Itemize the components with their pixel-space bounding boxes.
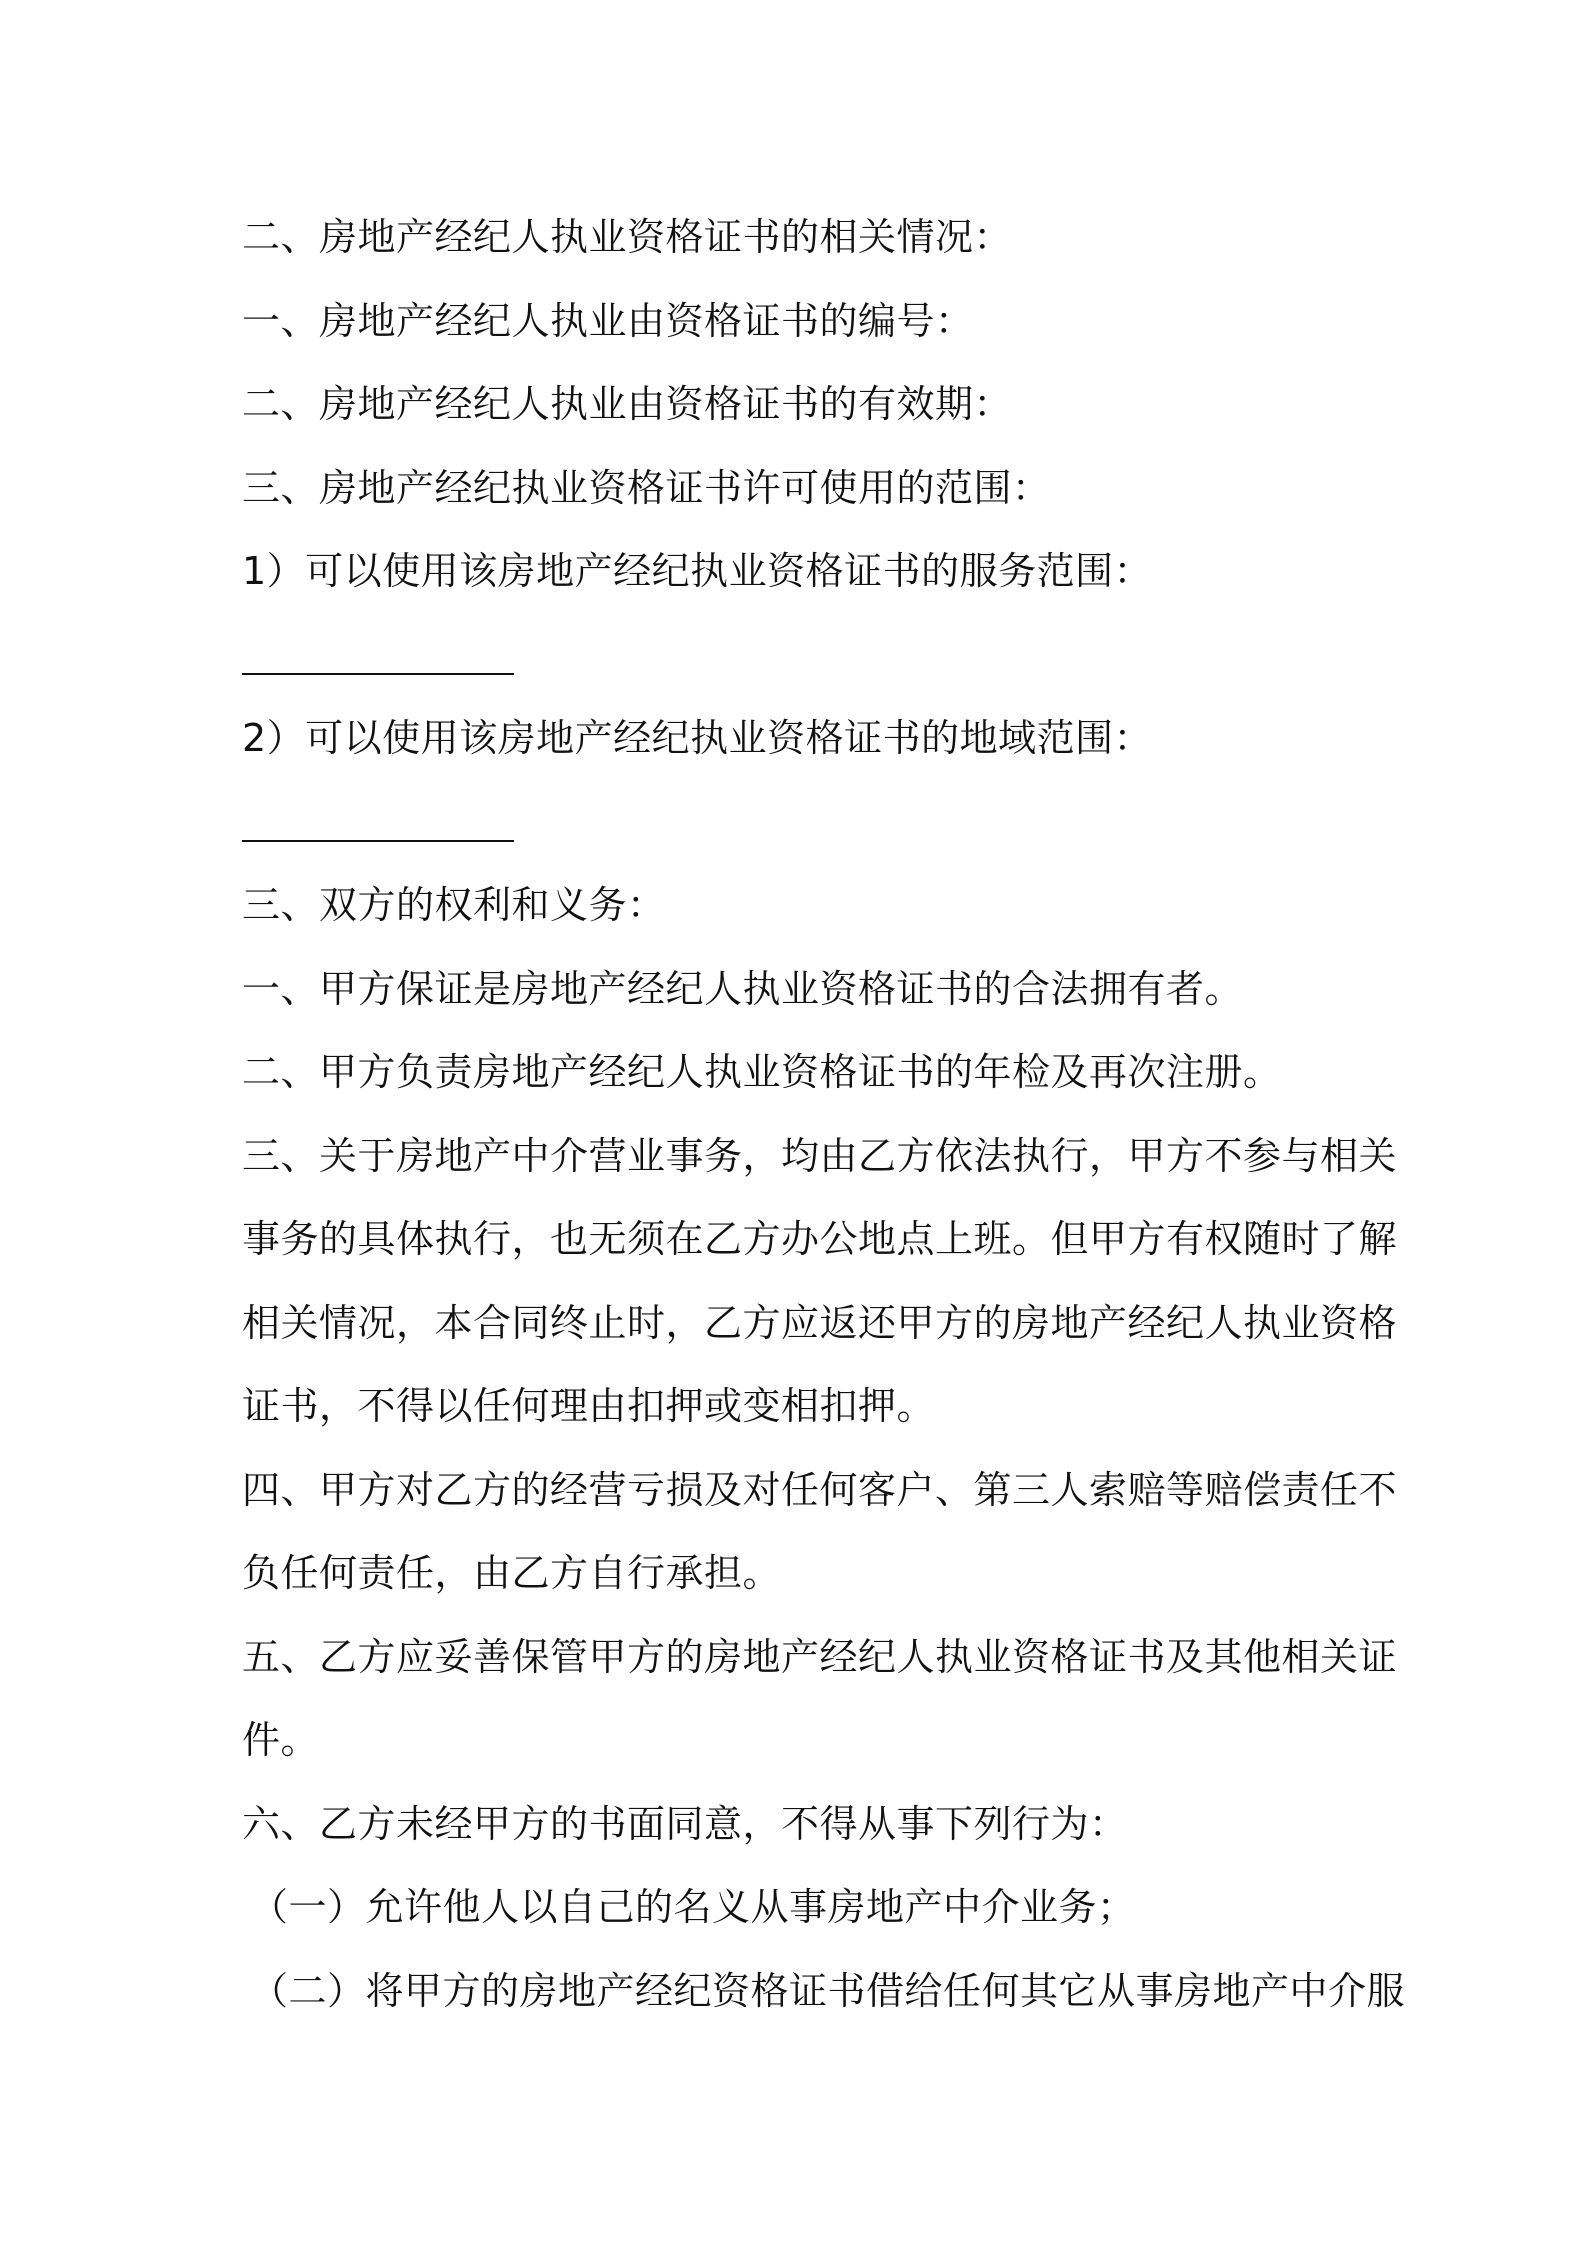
clause-service-scope: 1）可以使用该房地产经纪执业资格证书的服务范围： — [242, 549, 1153, 593]
clause-region-scope: 2）可以使用该房地产经纪执业资格证书的地域范围： — [242, 716, 1153, 760]
clause-business-affairs-line-4: 证书，不得以任何理由扣押或变相扣押。 — [242, 1384, 936, 1428]
clause-cert-number: 一、房地产经纪人执业由资格证书的编号： — [242, 298, 974, 343]
clause-liability-line-2: 负任何责任，由乙方自行承担。 — [242, 1551, 782, 1595]
prohibited-act-2: （二）将甲方的房地产经纪资格证书借给任何其它从事房地产中介服 — [250, 1968, 1406, 2013]
document-body — [242, 196, 1406, 2033]
clause-cert-validity: 二、房地产经纪人执业由资格证书的有效期： — [242, 382, 1013, 426]
clause-business-affairs-line-3: 相关情况，本合同终止时，乙方应返还甲方的房地产经纪人执业资格 — [242, 1300, 1398, 1345]
fill-in-blank-service-scope — [242, 614, 1360, 698]
prohibited-act-1: （一）允许他人以自己的名义从事房地产中介业务； — [250, 1885, 1136, 1929]
clause-safekeeping-line-1: 五、乙方应妥善保管甲方的房地产经纪人执业资格证书及其他相关证 — [242, 1634, 1398, 1679]
clause-business-affairs-line-2: 事务的具体执行，也无须在乙方办公地点上班。但甲方有权随时了解 — [242, 1217, 1398, 1261]
clause-business-affairs-line-1: 三、关于房地产中介营业事务，均由乙方依法执行，甲方不参与相关 — [242, 1133, 1398, 1178]
clause-liability-line-1: 四、甲方对乙方的经营亏损及对任何客户、第三人索赔等赔偿责任不 — [242, 1467, 1398, 1512]
clause-prohibited-acts: 六、乙方未经甲方的书面同意，不得从事下列行为： — [242, 1801, 1128, 1846]
blank-underline — [242, 673, 514, 675]
section-heading-cert-info: 二、房地产经纪人执业资格证书的相关情况： — [242, 215, 1013, 259]
clause-safekeeping-line-2: 件。 — [242, 1718, 320, 1762]
clause-cert-scope: 三、房地产经纪执业资格证书许可使用的范围： — [242, 465, 1051, 510]
clause-party-a-inspection: 二、甲方负责房地产经纪人执业资格证书的年检及再次注册。 — [242, 1050, 1282, 1094]
clause-party-a-owner: 一、甲方保证是房地产经纪人执业资格证书的合法拥有者。 — [242, 966, 1244, 1011]
section-heading-rights-obligations: 三、双方的权利和义务： — [242, 883, 666, 927]
fill-in-blank-region-scope — [242, 781, 1360, 865]
blank-underline — [242, 840, 514, 842]
